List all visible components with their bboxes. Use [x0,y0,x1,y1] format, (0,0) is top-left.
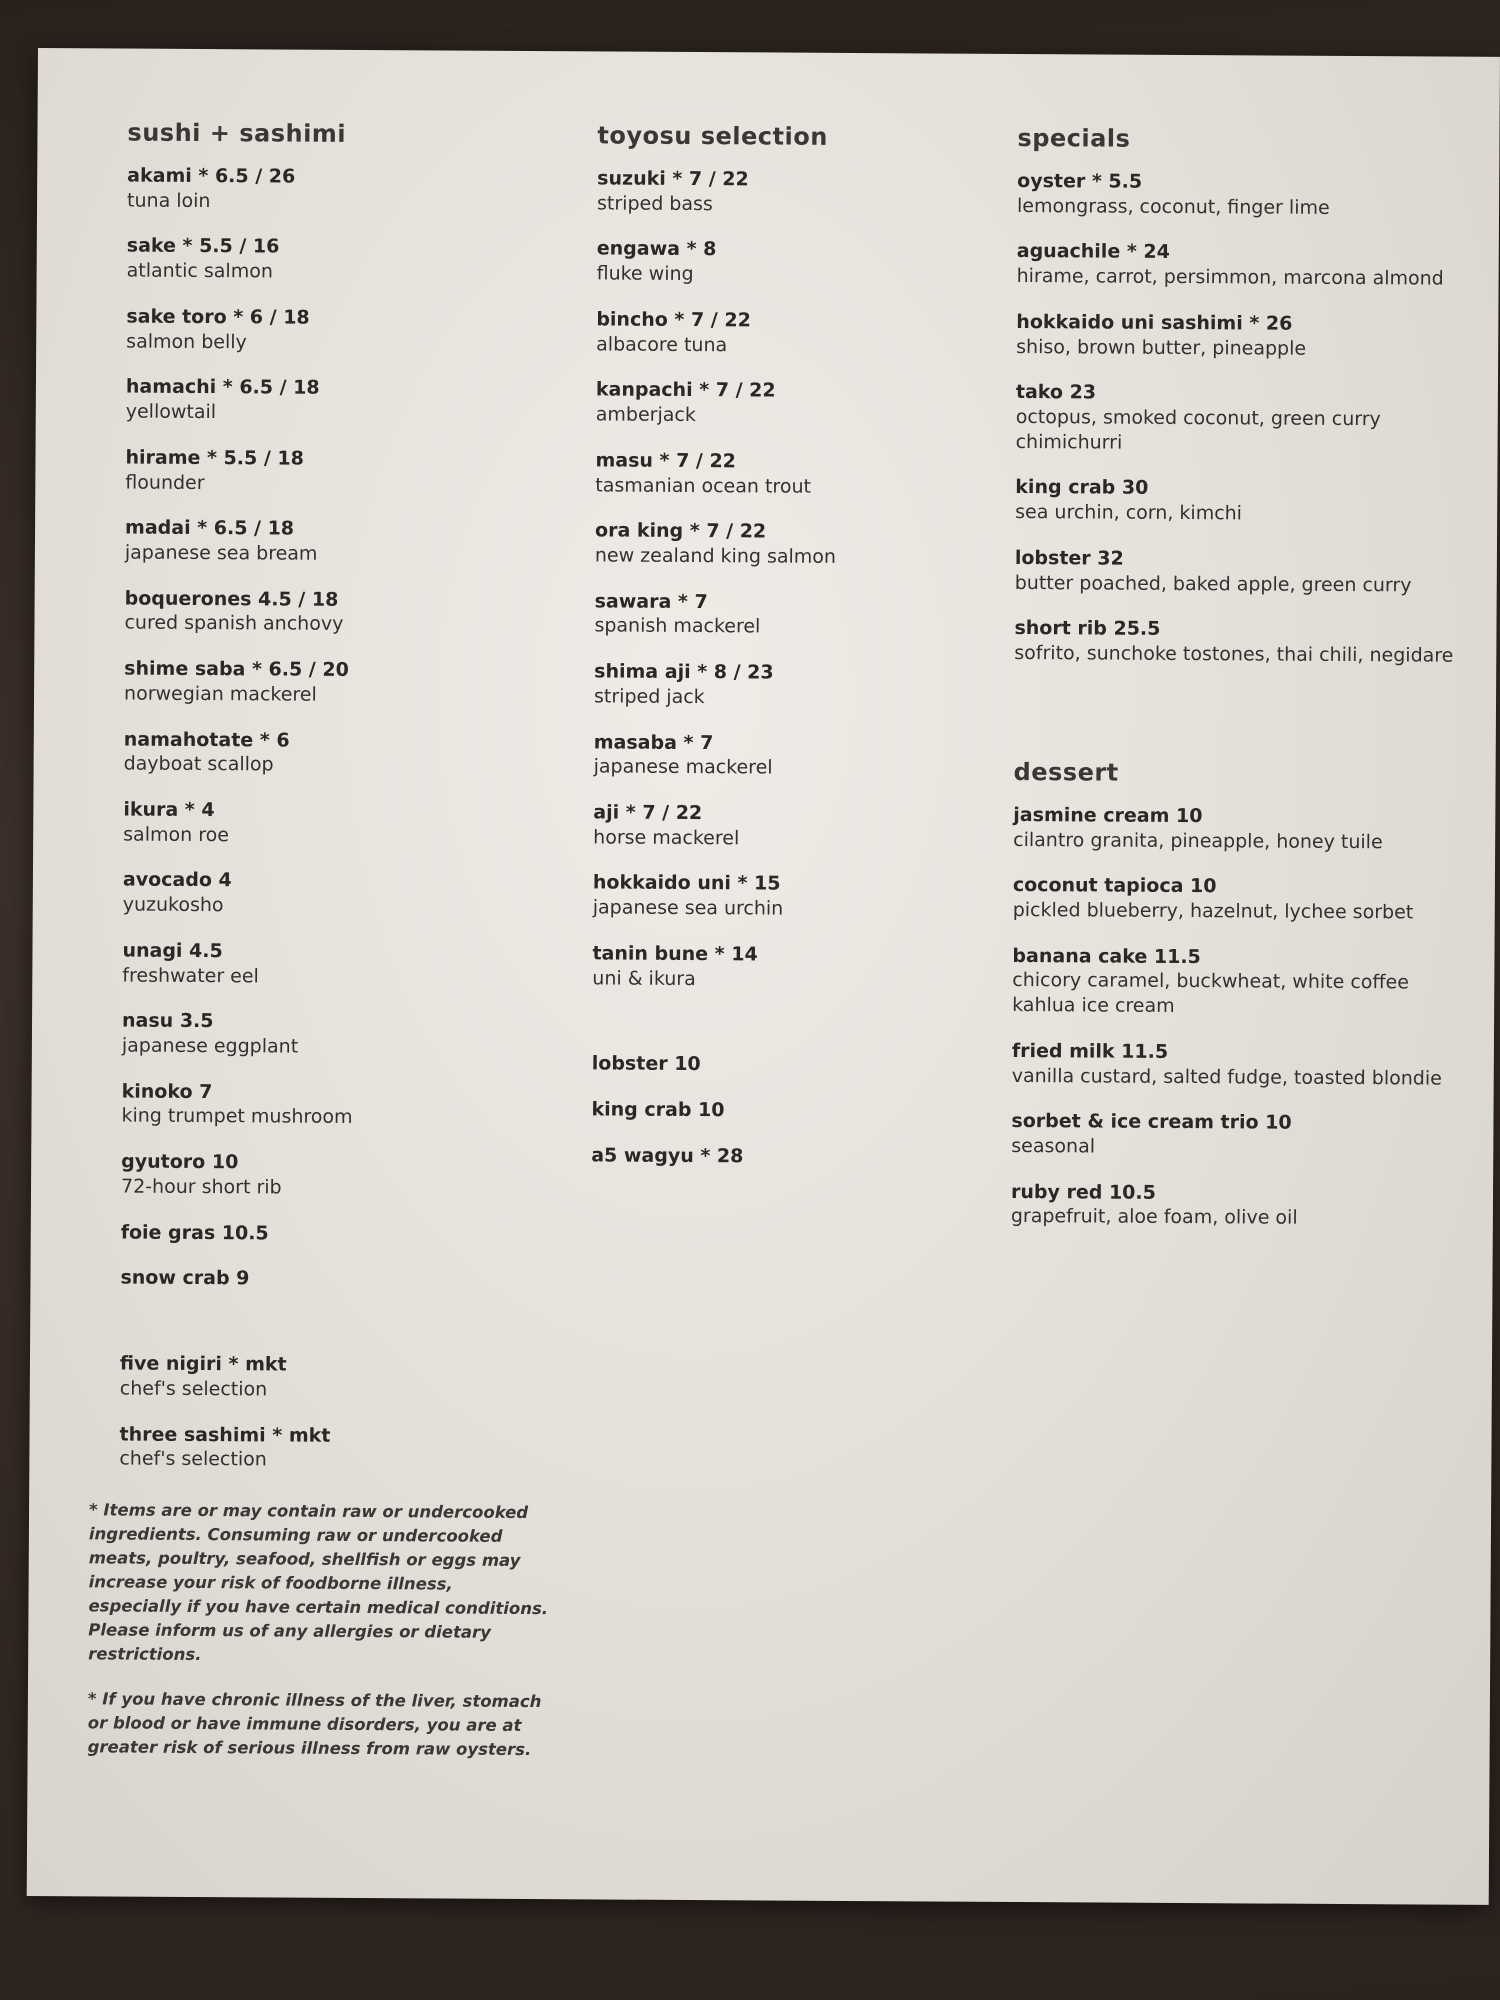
item-description: chicory caramel, buckwheat, white coffee kahlua ice cream [1012,969,1409,1018]
item-name: three sashimi * mkt [119,1423,331,1447]
menu-item [592,1053,1032,1079]
item-description: chef's selection [119,1377,268,1401]
chef-selection-item [119,1423,559,1474]
item-name: unagi 4.5 [122,939,223,962]
menu-item [127,165,567,216]
menu-item [126,305,566,356]
item-name: kinoko 7 [121,1080,213,1103]
menu-item [123,798,563,849]
menu-item [594,731,1034,782]
menu-item [1017,240,1477,291]
item-name: boquerones 4.5 / 18 [124,587,339,611]
toyosu-selection-section [591,121,1038,1192]
item-name: tako 23 [1015,381,1097,404]
item-name: gyutoro 10 [121,1150,239,1174]
menu-item [597,238,1037,289]
section-title: specials [1017,123,1131,153]
chef-selection-item [120,1353,560,1404]
menu-item [1016,311,1476,362]
allergy-notes [87,1498,549,1784]
menu-item [591,1144,1031,1170]
item-description: sofrito, sunchoke tostones, thai chili, negidare [1014,642,1454,667]
item-name: engawa * 8 [596,237,717,261]
item-name: ikura * 4 [123,798,215,822]
item-name: snow crab 9 [120,1266,250,1290]
menu-item [125,446,565,497]
item-name: fried milk 11.5 [1011,1039,1169,1063]
menu-item [1011,1181,1471,1232]
item-name: king crab 10 [591,1098,725,1122]
item-description: norwegian mackerel [123,682,317,706]
item-name: hamachi * 6.5 / 18 [125,375,320,400]
item-name: avocado 4 [122,868,232,892]
item-description: japanese sea urchin [592,896,784,920]
item-description: flounder [125,471,205,494]
item-name: nasu 3.5 [121,1009,214,1033]
menu-item [591,1098,1031,1124]
menu-item [123,869,563,920]
item-description: butter poached, baked apple, green curry [1014,571,1412,597]
item-name: banana cake 11.5 [1012,944,1201,968]
item-description: tasmanian ocean trout [595,473,812,498]
item-description: chef's selection [119,1447,267,1471]
menu-item [594,590,1034,641]
item-name: hirame * 5.5 / 18 [125,446,304,470]
item-name: namahotate * 6 [123,728,290,752]
item-name: masu * 7 / 22 [595,449,737,473]
item-description: amberjack [595,403,696,427]
item-description: yellowtail [125,400,217,424]
menu-item [121,1151,561,1202]
item-description: salmon roe [123,823,230,846]
item-description: octopus, smoked coconut, green curry chimichurri [1015,406,1381,454]
item-name: aji * 7 / 22 [593,801,703,825]
dessert-section [1011,758,1474,1232]
item-name: bincho * 7 / 22 [596,308,751,332]
menu-item [122,939,562,990]
item-name: akami * 6.5 / 26 [127,164,296,188]
item-name: ruby red 10.5 [1010,1180,1156,1204]
raw-food-warning: * Items are or may contain raw or undercooked ingredients. Consuming raw or undercooked meats, poultry, seafood, shellfish or eggs may increase your risk of foodborne illness, especially if you have certain medical conditions. Please inform us of any allergies or dietary restrictions. [88,1500,549,1664]
item-description: new zealand king salmon [594,544,837,568]
menu-item [593,801,1033,852]
item-description: dayboat scallop [123,752,274,776]
item-description: japanese eggplant [121,1034,299,1058]
menu-item [1012,945,1472,1021]
item-description: vanilla custard, salted fudge, toasted blondie [1011,1064,1442,1090]
section-title: toyosu selection [597,121,828,151]
item-description: atlantic salmon [126,259,273,283]
menu-item [121,1080,561,1131]
item-description: lemongrass, coconut, finger lime [1016,194,1330,219]
menu-item [124,587,564,638]
menu-item [1016,381,1476,457]
menu-item [1013,874,1473,925]
menu-item [120,1267,560,1293]
item-description: shiso, brown butter, pineapple [1016,335,1307,360]
item-description: horse mackerel [593,826,740,849]
item-description: freshwater eel [122,964,259,987]
menu-paper [27,48,1500,1905]
item-description: 72-hour short rib [120,1175,282,1199]
item-name: a5 wagyu * 28 [591,1144,744,1168]
sushi-sashimi-section [119,119,567,1497]
item-description: japanese sea bream [124,541,318,565]
menu-item [596,379,1036,430]
menu-item [122,1010,562,1061]
item-name: short rib 25.5 [1014,617,1161,641]
item-description: seasonal [1011,1134,1096,1158]
menu-item [595,520,1035,571]
menu-item [125,517,565,568]
menu-item [127,235,567,286]
item-description: king trumpet mushroom [121,1104,353,1129]
item-name: lobster 10 [591,1052,701,1076]
item-name: masaba * 7 [593,730,714,754]
item-name: king crab 30 [1015,476,1149,500]
item-name: shime saba * 6.5 / 20 [124,657,349,681]
menu-item [594,660,1034,711]
item-description: grapefruit, aloe foam, olive oil [1010,1205,1298,1230]
item-description: uni & ikura [592,966,696,990]
item-name: five nigiri * mkt [119,1352,287,1376]
menu-item [1013,804,1473,855]
section-title: dessert [1013,757,1119,787]
item-description: albacore tuna [596,333,728,356]
item-name: shima aji * 8 / 23 [594,660,774,684]
menu-item [1012,1040,1472,1091]
item-description: cilantro granita, pineapple, honey tuile [1013,828,1383,853]
item-description: fluke wing [596,262,694,286]
item-name: sake * 5.5 / 16 [126,234,280,258]
item-description: striped bass [596,192,713,215]
item-description: cured spanish anchovy [124,611,344,636]
menu-item [1017,170,1477,221]
item-name: oyster * 5.5 [1017,169,1143,193]
menu-item [124,728,564,779]
item-description: sea urchin, corn, kimchi [1015,501,1243,525]
menu-item [126,376,566,427]
item-name: sawara * 7 [594,590,708,613]
item-name: madai * 6.5 / 18 [125,516,295,540]
menu-item [1014,617,1474,668]
item-description: salmon belly [126,330,247,353]
item-description: pickled blueberry, hazelnut, lychee sorbet [1012,898,1414,924]
menu-item [1015,476,1475,527]
item-description: hirame, carrot, persimmon, marcona almond [1016,265,1444,290]
item-name: aguachile * 24 [1016,240,1170,264]
menu-item [121,1221,561,1247]
menu-item [593,872,1033,923]
item-name: kanpachi * 7 / 22 [595,378,776,402]
item-name: sake toro * 6 / 18 [126,305,310,329]
item-name: ora king * 7 / 22 [594,519,767,543]
menu-item [596,308,1036,359]
specials-section [1011,124,1478,1254]
item-name: suzuki * 7 / 22 [597,167,749,191]
item-name: jasmine cream 10 [1013,803,1203,827]
item-name: hokkaido uni sashimi * 26 [1016,310,1293,335]
menu-item [1015,547,1475,598]
menu-item [592,942,1032,993]
item-description: spanish mackerel [594,614,761,638]
item-name: coconut tapioca 10 [1012,874,1217,898]
menu-item [1011,1110,1471,1161]
item-description: tuna loin [127,189,211,212]
item-name: foie gras 10.5 [120,1221,269,1244]
section-title: sushi + sashimi [127,118,347,148]
oyster-warning: * If you have chronic illness of the liver, stomach or blood or have immune disorders, you are at greater risk of serious illness from raw oysters. [87,1689,542,1760]
item-name: tanin bune * 14 [592,942,758,966]
menu-item [124,658,564,709]
menu-item [595,449,1035,500]
menu-item [597,167,1037,218]
item-description: striped jack [593,685,705,708]
item-name: lobster 32 [1014,546,1124,570]
item-name: sorbet & ice cream trio 10 [1011,1110,1292,1134]
item-description: yuzukosho [122,893,224,917]
item-name: hokkaido uni * 15 [592,871,781,895]
item-description: japanese mackerel [593,755,773,779]
